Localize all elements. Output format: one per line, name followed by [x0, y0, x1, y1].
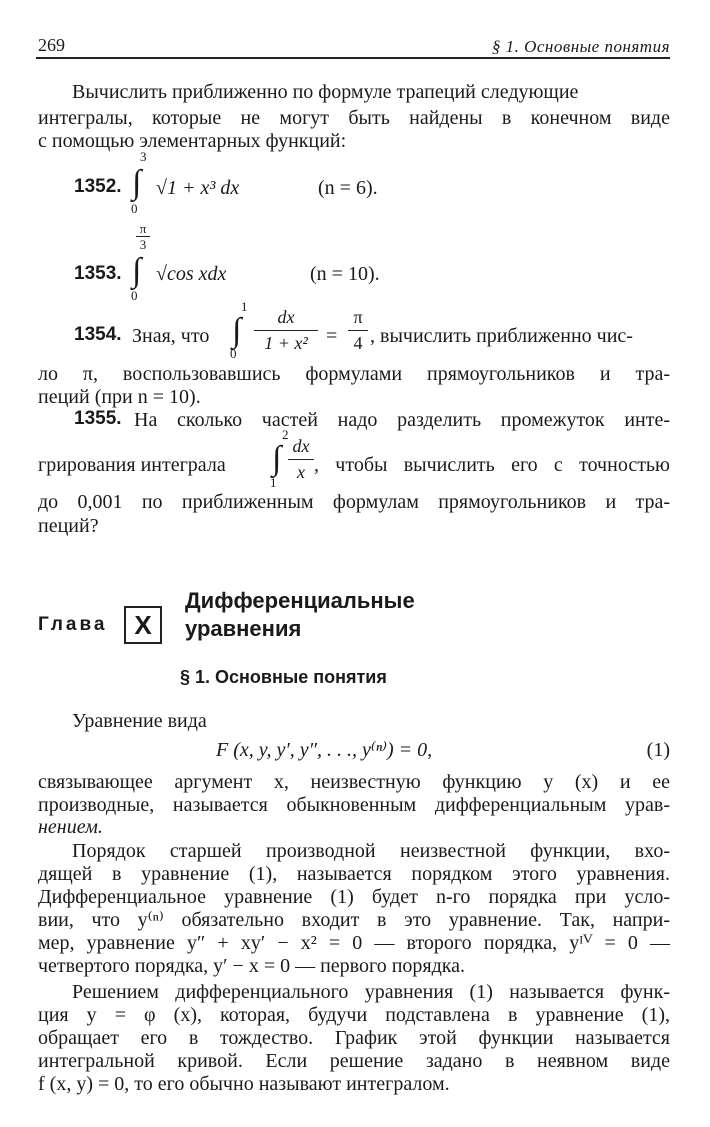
text-1355-b: , чтобы вычислить его с точностью — [314, 454, 670, 476]
integral-upper-1354: 1 — [241, 299, 248, 314]
upper-num-1353: π — [139, 221, 147, 236]
rhs-fraction-1354 — [348, 307, 368, 354]
rhs-bar-1354 — [348, 330, 368, 331]
page-number: 269 — [38, 35, 65, 55]
para3-line-1: Решением дифференциального уравнения (1) называется функ- — [72, 981, 670, 1003]
fraction-den-1354: 1 + x² — [264, 333, 308, 353]
problem-number-1353: 1353. — [74, 263, 122, 284]
fraction-1355 — [288, 436, 314, 483]
header-rule — [36, 57, 670, 59]
para3-line-2: ция y = φ (x), которая, будучи подставлена в уравнение (1), — [38, 1004, 670, 1026]
running-title: § 1. Основные понятия — [491, 37, 670, 56]
para2-line-2: дящей в уравнение (1), называется порядком этого уравнения. — [38, 863, 670, 885]
text-1355-a: грирования интеграла — [38, 454, 226, 476]
fraction-num-1355: dx — [292, 436, 310, 456]
text-1354-b: , вычислить приближенно чис- — [370, 325, 633, 347]
eq-intro: Уравнение вида — [72, 710, 207, 732]
text-1354-line3: пеций (при n = 10). — [38, 386, 201, 408]
section-heading: § 1. Основные понятия — [180, 667, 387, 687]
fraction-bar-1355 — [288, 459, 314, 460]
fraction-num-1354: dx — [277, 307, 295, 327]
para2-line-6: четвертого порядка, y′ − x = 0 — первого порядка. — [38, 955, 466, 977]
para3-line-3: обращает его в тождество. График этой функции называется — [38, 1027, 670, 1049]
rhs-num-1354: π — [353, 307, 363, 327]
para2-line-3: Дифференциальное уравнение (1) будет n-го порядка при усло- — [38, 886, 670, 908]
para2-line-4: вии, что y⁽ⁿ⁾ обязательно входит в это уравнение. Так, напри- — [38, 909, 670, 931]
para3-line-4: интегральной кривой. Если решение задано в неявном виде — [38, 1050, 670, 1072]
upper-den-1353: 3 — [139, 237, 147, 252]
integral-sign-1354: ∫ — [232, 312, 242, 349]
intro-line-3: с помощью элементарных функций: — [38, 130, 347, 152]
para1-line-3: нением. — [38, 816, 103, 838]
chapter-label: Глава — [38, 614, 108, 635]
integral-lower-1354: 0 — [230, 346, 237, 361]
integral-sign-1355: ∫ — [272, 440, 282, 477]
integral-lower-1353: 0 — [131, 288, 138, 303]
integral-upper-1352: 3 — [140, 149, 147, 164]
equation-number: (1) — [646, 739, 670, 761]
text-1354-a: Зная, что — [132, 325, 210, 347]
problem-number-1355: 1355. — [74, 408, 122, 429]
fraction-1354 — [254, 307, 318, 354]
chapter-title-1: Дифференциальные — [185, 588, 415, 613]
n-value-1352: (n = 6). — [318, 177, 378, 199]
integral-upper-1355: 2 — [282, 427, 289, 442]
integral-sign-1352: ∫ — [132, 164, 142, 201]
integrand-1353: √cos xdx — [156, 263, 227, 285]
chapter-numeral-box — [124, 606, 162, 644]
chapter-title-2: уравнения — [185, 616, 302, 641]
intro-line-1: Вычислить приближенно по формуле трапеций следующие — [72, 81, 579, 103]
equals-1354: = — [326, 325, 338, 347]
rhs-den-1354: 4 — [353, 333, 363, 353]
text-1355-line4: пеций? — [38, 515, 99, 537]
integral-lower-1355: 1 — [270, 475, 277, 490]
text-1355-line3: до 0,001 по приближенным формулам прямоугольников и тра- — [38, 491, 670, 513]
para3-line-5: f (x, y) = 0, то его обычно называют интегралом. — [38, 1073, 450, 1095]
fraction-den-1355: x — [297, 462, 305, 482]
para1-line-2: производные, называется обыкновенным дифференциальным урав- — [38, 794, 670, 816]
integrand-1352: √1 + x³ dx — [156, 177, 240, 199]
intro-line-2: интегралы, которые не могут быть найдены в конечном виде — [38, 107, 670, 129]
integral-lower-1352: 0 — [131, 201, 138, 216]
integral-sign-1353: ∫ — [132, 252, 142, 289]
problem-number-1352: 1352. — [74, 176, 122, 197]
fraction-bar-1354 — [254, 330, 318, 331]
text-1355-line1: На сколько частей надо разделить промежуток инте- — [134, 409, 670, 431]
chapter-numeral: X — [134, 610, 152, 640]
main-equation: F (x, y, y′, y″, . . ., y⁽ⁿ⁾) = 0, — [216, 739, 433, 761]
problem-number-1354: 1354. — [74, 324, 122, 345]
para2-line-1: Порядок старшей производной неизвестной функции, вхо- — [72, 840, 670, 862]
para1-line-1: связывающее аргумент x, неизвестную функцию y (x) и ее — [38, 771, 670, 793]
n-value-1353: (n = 10). — [310, 263, 380, 285]
integral-upper-1353 — [136, 222, 150, 251]
para2-line-5: мер, уравнение y″ + xy′ − x² = 0 — второго порядка, yᴵⱽ = 0 — — [38, 932, 670, 954]
text-1354-line2: ло π, воспользовавшись формулами прямоугольников и тра- — [38, 363, 670, 385]
